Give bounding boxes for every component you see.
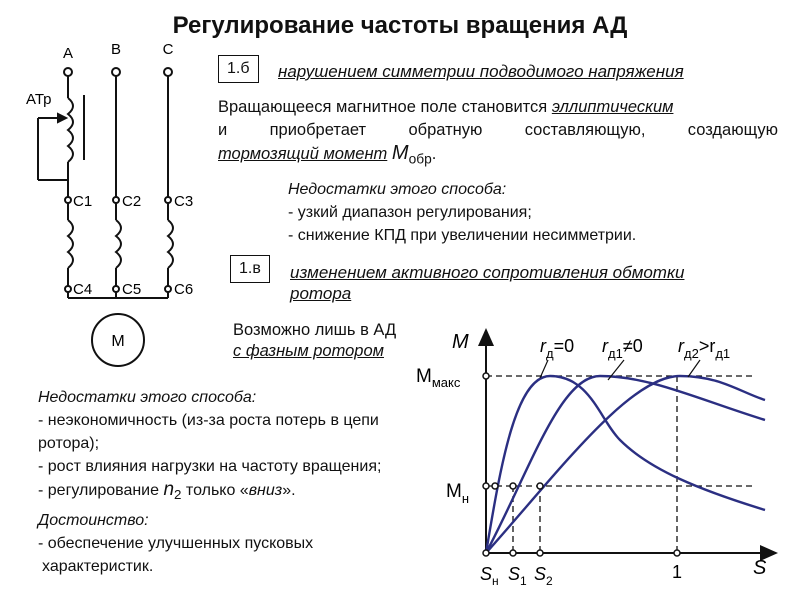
method-1b-label: 1.б xyxy=(218,55,259,83)
winding-c1-label: C1 xyxy=(73,193,93,210)
drawback-item: - рост влияния нагрузки на частоту вращения; xyxy=(38,458,382,475)
description-line-3: тормозящий момент $M_{обр}$. xyxy=(218,142,437,167)
x-axis-label: S xyxy=(753,557,767,579)
origin-point xyxy=(483,550,489,556)
series-label-rd2: $r_{д2}>r_{д1}$ xyxy=(678,336,731,361)
autotransformer-label: АТр xyxy=(26,91,52,108)
winding-c3-label: C3 xyxy=(174,193,194,210)
winding-c5-label: C5 xyxy=(122,281,142,298)
y-axis-label: M xyxy=(452,331,469,353)
sn-label: $S_н$ xyxy=(480,564,499,588)
drawback-item: - узкий диапазон регулирования; xyxy=(288,204,532,221)
mmax-point xyxy=(483,373,489,379)
drawbacks-title: Недостатки этого способа: xyxy=(38,389,257,406)
drawback-item: - неэкономичность (из-за роста потерь в цепи xyxy=(38,412,379,429)
advantage-item: характеристик. xyxy=(42,558,154,576)
mn-point-rd1 xyxy=(510,483,516,489)
method-1v-title-line-1: изменением активного сопротивления обмотки xyxy=(290,263,685,282)
mn-point-rd2 xyxy=(537,483,543,489)
winding-c4-label: C4 xyxy=(73,281,93,298)
drawback-item: - снижение КПД при увеличении несимметрии. xyxy=(288,227,637,244)
mmax-label: $M_{макс}$ xyxy=(416,366,461,390)
phase-c-label: C xyxy=(162,41,174,58)
phase-a-label: A xyxy=(62,45,74,62)
motor-label: M xyxy=(111,333,125,350)
unity-point xyxy=(674,550,680,556)
drawback-item: - регулирование $n_2$ только «вниз». xyxy=(38,479,296,503)
advantage-item: - обеспечение улучшенных пусковых xyxy=(38,535,314,553)
winding-c2-label: C2 xyxy=(122,193,142,210)
page-title: Регулирование частоты вращения АД xyxy=(172,12,628,39)
method-1b-title: нарушением симметрии подводимого напряжения xyxy=(278,62,684,81)
series-label-rd: $r_д=0$ xyxy=(540,336,575,361)
series-label-rd1: $r_{д1}\ne 0$ xyxy=(602,336,643,361)
s1-label: $S_1$ xyxy=(508,564,527,588)
s1-point xyxy=(510,550,516,556)
s2-point xyxy=(537,550,543,556)
mn-label: $M_н$ xyxy=(446,481,470,506)
drawback-item: ротора); xyxy=(38,435,100,452)
description-line-2: и приобретает обратную составляющую, создающую xyxy=(218,121,778,139)
method-1v-label: 1.в xyxy=(230,255,270,283)
unity-label: 1 xyxy=(672,562,683,582)
method-1v-title-line-2: ротора xyxy=(290,284,352,303)
description-line-1: Вращающееся магнитное поле становится эллиптическим xyxy=(218,98,674,116)
possible-line-1: Возможно лишь в АД xyxy=(233,321,397,339)
phase-b-label: B xyxy=(110,41,122,58)
drawbacks-title: Недостатки этого способа: xyxy=(288,181,507,198)
s2-label: $S_2$ xyxy=(534,564,553,588)
possible-line-2: с фазным ротором xyxy=(233,342,384,360)
mn-point xyxy=(483,483,489,489)
advantage-title: Достоинство: xyxy=(38,512,149,530)
mn-point-rd xyxy=(492,483,498,489)
winding-c6-label: C6 xyxy=(174,281,194,298)
